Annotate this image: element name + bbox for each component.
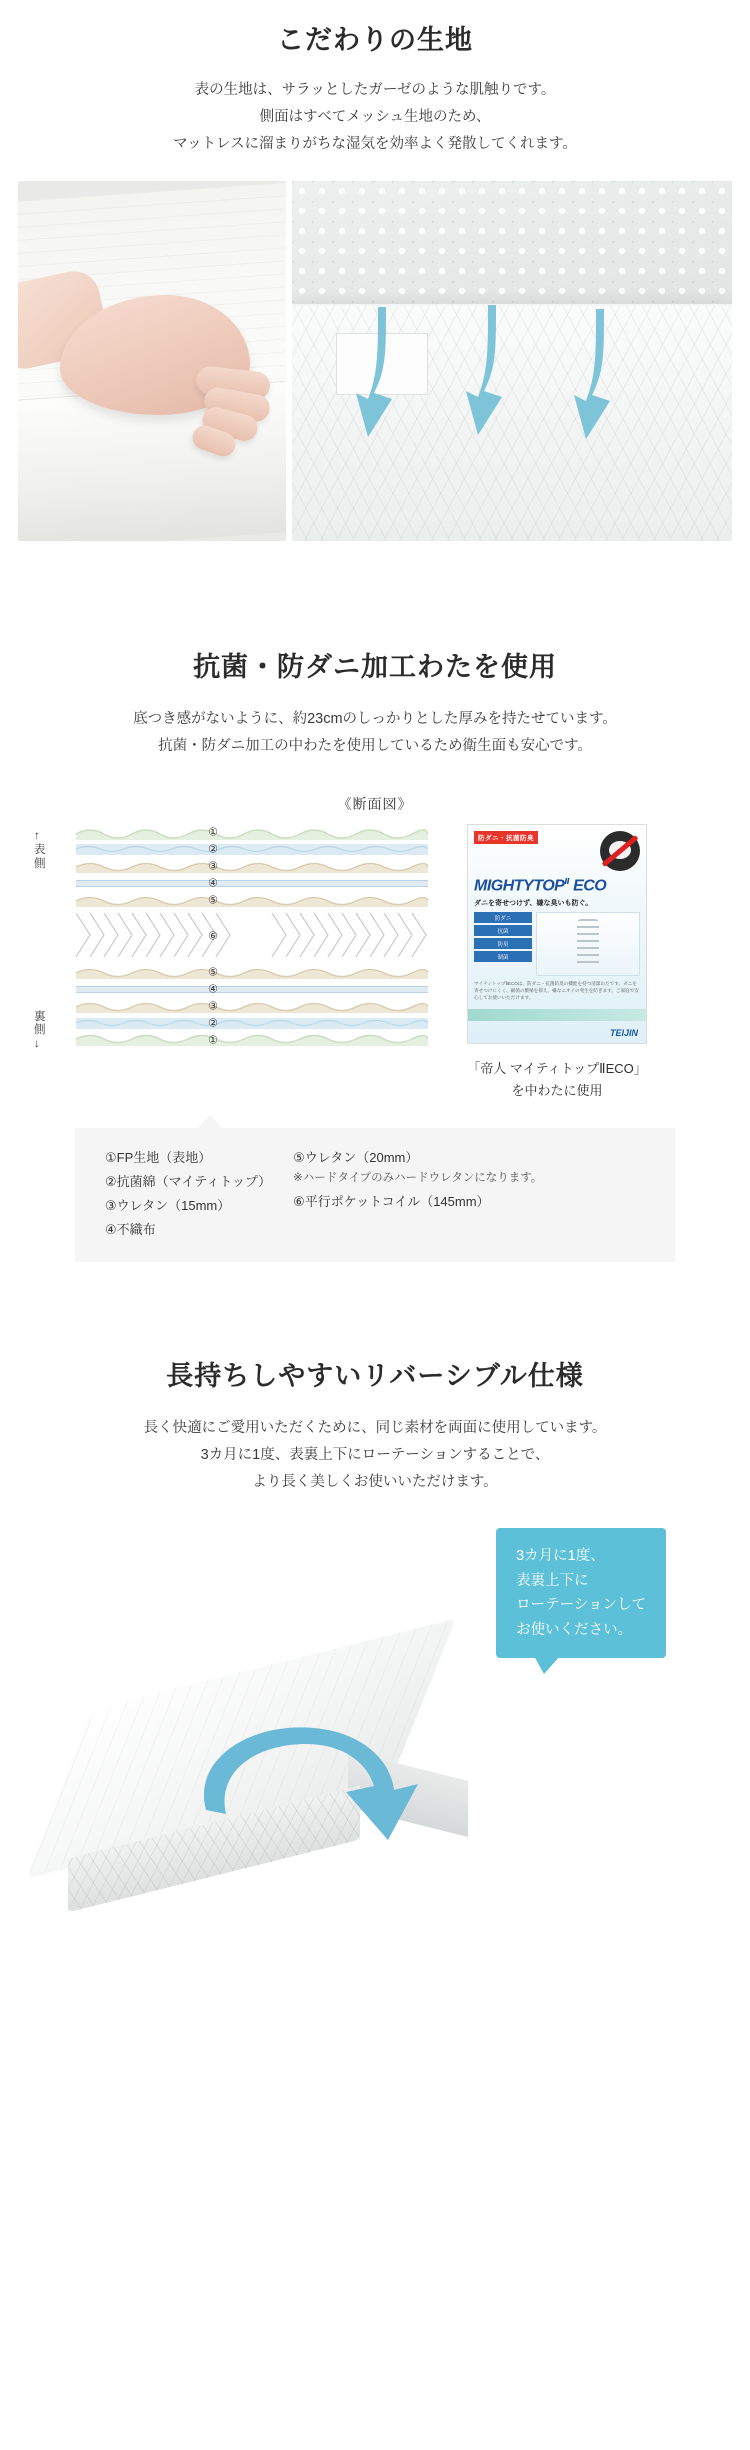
mite-prohibited-icon (600, 831, 640, 871)
airflow-arrow-icon-2 (460, 299, 514, 449)
layer-3-bottom (76, 998, 428, 1014)
section-fabric (0, 0, 750, 541)
wata-lead (0, 706, 750, 760)
spring-illustration (577, 919, 599, 967)
airflow-arrow-icon-1 (350, 301, 404, 451)
cross-section-diagram (30, 824, 430, 1056)
reversible-title: 長持ちしやすいリバーシブル仕様 (166, 1361, 584, 1392)
mite-body (609, 841, 631, 859)
layer-number-10: ② (208, 1017, 218, 1030)
reversible-lead-line-1: 長く快適にご愛用いただくために、同じ素材を両面に使用しています。 (143, 1420, 607, 1437)
layer-5-top (76, 892, 428, 908)
wata-lead-line-2: 抗菌・防ダニ加工の中わたを使用しているため衛生面も安心です。 (158, 738, 592, 755)
bubble-line-1: 3カ月に1度、 (516, 1547, 605, 1564)
airflow-arrow-icon-3 (568, 303, 622, 453)
cross-section-block (30, 794, 720, 1102)
legend-item-1: ①FP生地（表地） (105, 1150, 212, 1166)
bubble-line-2: 表裏上下に (516, 1572, 589, 1589)
legend-item-4: ④不織布 (105, 1222, 156, 1238)
layer-number-5: ⑤ (208, 894, 218, 907)
fabric-title: こだわりの生地 (277, 25, 473, 55)
side-labels (30, 824, 72, 1056)
reversible-illustration (0, 1514, 750, 1944)
side-bottom-label: 裏 側 ↓ (34, 1010, 46, 1051)
layer-number-4: ④ (208, 877, 218, 890)
teijin-feature-3: 防臭 (474, 938, 532, 949)
legend-column-left (105, 1146, 271, 1242)
layer-number-6: ⑥ (208, 930, 218, 943)
rotation-speech-bubble (496, 1528, 666, 1659)
layer-3-top (76, 858, 428, 874)
layer-legend (75, 1128, 675, 1262)
teijin-package-card (467, 824, 647, 1044)
teijin-logo-eco: ECO (573, 877, 607, 895)
mattress-right-side (348, 1751, 468, 1837)
teijin-headline: ダニを寄せつけず、嫌な臭いも防ぐ。 (474, 900, 593, 908)
fabric-photo-hand (18, 181, 286, 541)
teijin-feature-2: 抗菌 (474, 925, 532, 936)
legend-column-right (293, 1146, 542, 1242)
layer-stack (76, 824, 428, 1049)
layer-4-top (76, 875, 428, 891)
layer-number-8: ④ (208, 983, 218, 996)
teijin-feature-4: 制菌 (474, 951, 532, 962)
fabric-lead-line-2: 側面はすべてメッシュ生地のため、 (259, 108, 491, 125)
legend-item-5: ⑤ウレタン（20mm） (293, 1150, 419, 1166)
wata-title: 抗菌・防ダニ加工わたを使用 (193, 652, 557, 683)
teijin-body-text: マイティトップⅡECOは、防ダニ・抗菌防臭の機能を持つ清潔わたです。ダニを寄せつけにくく、細菌の繁殖を抑え、嫌なニオイの発生を防ぎます。ご家庭で安心してお使いいただけます。 (474, 981, 639, 1001)
layer-6-coil (76, 909, 428, 963)
mattress-3d (62, 1654, 482, 1874)
teijin-caption-line-1: 「帝人 マイティトップⅡECO」 (467, 1061, 647, 1077)
legend-item-6: ⑥平行ポケットコイル（145mm） (293, 1193, 490, 1209)
teijin-feature-1: 防ダニ (474, 912, 532, 923)
teijin-product-image (536, 912, 640, 976)
fabric-lead-line-1: 表の生地は、サラッとしたガーゼのような肌触りです。 (194, 82, 556, 98)
teijin-logo-sup: Ⅱ (564, 877, 570, 887)
fabric-lead-line-3: マットレスに溜まりがちな湿気を効率よく発散してくれます。 (173, 135, 577, 152)
layer-2-bottom (76, 1015, 428, 1031)
layer-number-9: ③ (208, 1000, 218, 1013)
teijin-green-band (468, 1009, 646, 1021)
layer-4-bottom (76, 981, 428, 997)
side-top-label: ↑ 表 側 (34, 830, 46, 870)
cross-section-caption: 《断面図》 (337, 796, 413, 813)
teijin-brand: TEIJIN (609, 1028, 638, 1039)
teijin-badge: 防ダニ・抗菌防臭 (474, 831, 538, 844)
reversible-lead-line-2: 3カ月に1度、表裏上下にローテーションすることで、 (200, 1447, 550, 1464)
layer-5-bottom (76, 964, 428, 980)
teijin-card-column (452, 824, 662, 1102)
layer-number-3: ③ (208, 860, 218, 873)
section-reversible (0, 1354, 750, 1943)
layer-number-1: ① (208, 826, 218, 839)
teijin-card-caption (452, 1058, 662, 1102)
layer-2-top (76, 841, 428, 857)
fabric-photo-row (18, 181, 732, 541)
reversible-lead (0, 1415, 750, 1495)
fabric-lead (0, 77, 750, 157)
hand-illustration (24, 277, 274, 462)
reversible-lead-line-3: より長く美しくお使いいただけます。 (252, 1474, 498, 1491)
legend-note: ※ハードタイプのみハードウレタンになります。 (293, 1172, 543, 1185)
layer-number-7: ⑤ (208, 966, 218, 979)
teijin-logo-text: MIGHTYTOP (474, 877, 565, 895)
layer-1-bottom (76, 1032, 428, 1048)
legend-item-3: ③ウレタン（15mm） (105, 1198, 231, 1214)
section-antibacterial-wata (0, 645, 750, 1262)
fabric-photo-mesh (292, 181, 732, 541)
teijin-feature-rows (474, 912, 532, 976)
wata-lead-line-1: 底つき感がないように、約23cmのしっかりとした厚みを持たせています。 (133, 711, 617, 728)
legend-item-2: ②抗菌綿（マイティトップ） (105, 1174, 272, 1190)
layer-1-top (76, 824, 428, 840)
teijin-logo (474, 877, 640, 895)
layer-number-11: ① (208, 1034, 218, 1047)
bubble-line-4: お使いください。 (516, 1621, 633, 1638)
teijin-caption-line-2: を中わたに使用 (511, 1083, 603, 1099)
layer-number-2: ② (208, 843, 218, 856)
bubble-line-3: ローテーションして (516, 1597, 646, 1614)
